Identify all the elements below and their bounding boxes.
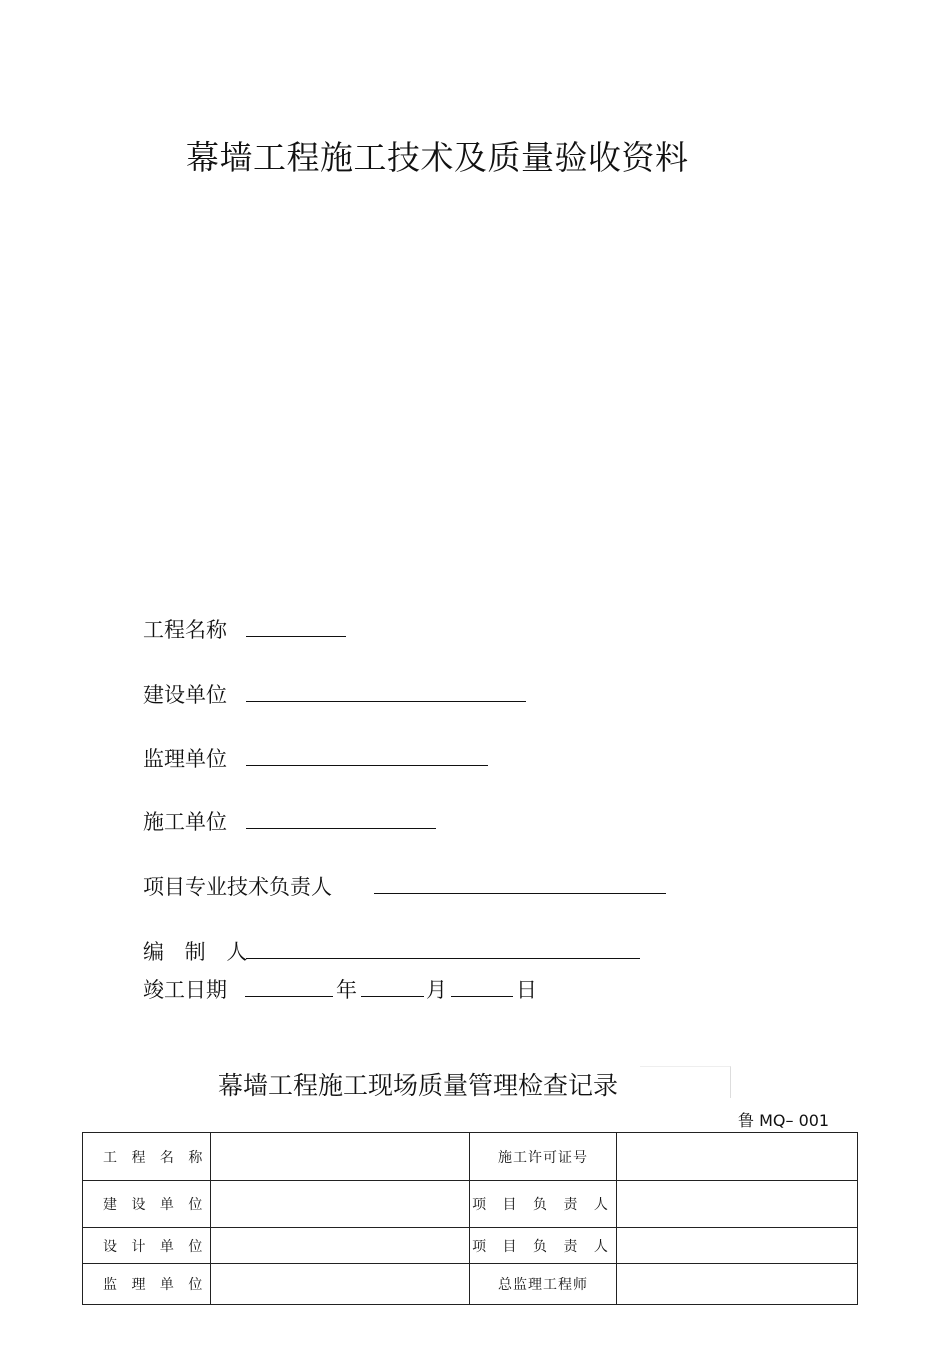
contractor-unit-blank[interactable] — [246, 806, 436, 829]
form-code: 鲁 MQ– 001 — [738, 1111, 830, 1130]
site-info-table — [82, 1132, 858, 1305]
row-label-construction-unit: 建 设 单 位 — [83, 1181, 211, 1228]
day-blank[interactable] — [451, 974, 513, 997]
row-label-project-name: 工 程 名 称 — [83, 1133, 211, 1181]
month-blank[interactable] — [361, 974, 424, 997]
field-label: 建设单位 — [143, 683, 227, 707]
field-label: 工程名称 — [143, 618, 227, 642]
title-box-edge — [640, 1066, 731, 1098]
row-label-permit-number: 施工许可证号 — [470, 1133, 617, 1181]
field-label: 竣工日期 — [143, 978, 227, 1002]
design-manager-cell[interactable] — [617, 1228, 858, 1264]
field-label: 施工单位 — [143, 810, 227, 834]
design-unit-cell[interactable] — [211, 1228, 470, 1264]
year-blank[interactable] — [245, 974, 333, 997]
construction-unit-blank[interactable] — [246, 679, 526, 702]
field-label: 监理单位 — [143, 747, 227, 771]
row-label-project-manager: 项 目 负 责 人 — [470, 1181, 617, 1228]
table-row — [83, 1133, 858, 1181]
table-row — [83, 1228, 858, 1264]
row-label-design-unit: 设 计 单 位 — [83, 1228, 211, 1264]
field-label: 编 制 人 — [143, 940, 248, 964]
construction-manager-cell[interactable] — [617, 1181, 858, 1228]
day-label: 日 — [516, 978, 537, 1002]
supervision-unit-cell[interactable] — [211, 1264, 470, 1305]
chief-supervisor-cell[interactable] — [617, 1264, 858, 1305]
cover-title: 幕墙工程施工技术及质量验收资料 — [186, 138, 689, 177]
project-name-cell[interactable] — [211, 1133, 470, 1181]
permit-number-cell[interactable] — [617, 1133, 858, 1181]
table-row — [83, 1181, 858, 1228]
month-label: 月 — [426, 978, 447, 1002]
project-name-blank[interactable] — [246, 614, 346, 637]
table-row — [83, 1264, 858, 1305]
compiler-blank[interactable] — [246, 936, 640, 959]
row-label-supervision-unit: 监 理 单 位 — [83, 1264, 211, 1305]
construction-unit-cell[interactable] — [211, 1181, 470, 1228]
row-label-chief-supervisor: 总监理工程师 — [470, 1264, 617, 1305]
technical-lead-blank[interactable] — [374, 871, 666, 894]
year-label: 年 — [336, 978, 357, 1002]
form-title: 幕墙工程施工现场质量管理检查记录 — [218, 1071, 619, 1100]
field-label: 项目专业技术负责人 — [143, 875, 332, 899]
supervision-unit-blank[interactable] — [246, 743, 488, 766]
row-label-project-manager: 项 目 负 责 人 — [470, 1228, 617, 1264]
